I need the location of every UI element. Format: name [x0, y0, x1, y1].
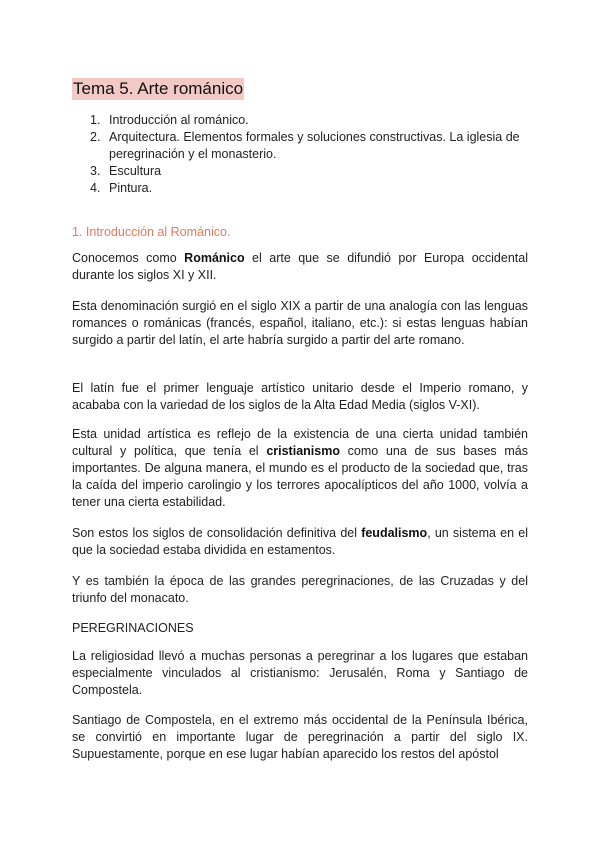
toc-number: 4.: [90, 181, 101, 195]
toc-text: Introducción al románico.: [109, 113, 249, 127]
paragraph: El latín fue el primer lenguaje artístico unitario desde el Imperio romano, y acababa con la variedad de los siglos de la Alta Edad Media (siglos V-XI).: [72, 381, 528, 412]
toc-text: Escultura: [109, 164, 162, 178]
toc-text: Pintura.: [109, 181, 153, 195]
table-of-contents: [90, 112, 530, 197]
subheading: PEREGRINACIONES: [72, 621, 194, 635]
paragraph: Santiago de Compostela, en el extremo más occidental de la Península Ibérica, se convirtió en importante lugar de peregrinación a partir del siglo IX. Supuestamente, porque en ese lugar habían aparecido los restos del apóstol: [72, 713, 528, 761]
paragraph: [72, 525, 528, 559]
toc-item: [90, 112, 530, 129]
paragraph-text: , un sistema en el que la sociedad estaba dividida en estamentos.: [72, 526, 528, 557]
paragraph-text: Son estos los siglos de consolidación definitiva del: [72, 526, 362, 540]
paragraph-text: el arte que se difundió por Europa occidental durante los siglos XI y XII.: [72, 251, 528, 282]
toc-item: [90, 163, 530, 180]
toc-number: 2.: [90, 130, 101, 144]
section-heading: 1. Introducción al Románico.: [72, 225, 231, 239]
paragraph: [72, 426, 528, 511]
paragraph-text: Conocemos como: [72, 251, 185, 265]
bold-term: Románico: [184, 251, 245, 265]
bold-term: cristianismo: [266, 444, 340, 458]
toc-item: [90, 180, 530, 197]
paragraph: Y es también la época de las grandes peregrinaciones, de las Cruzadas y del triunfo del monacato.: [72, 574, 528, 605]
toc-item: [90, 129, 530, 163]
paragraph: [72, 250, 528, 284]
paragraph-text: como una de sus bases más importantes. De alguna manera, el mundo es el producto de la sociedad que, tras la caída del imperio carolingio y los terrores apocalípticos del año 1000, volvía a tener una cierta estabilidad.: [72, 444, 528, 509]
toc-number: 3.: [90, 164, 101, 178]
paragraph: La religiosidad llevó a muchas personas a peregrinar a los lugares que estaban especialmente vinculados al cristianismo: Jerusalén, Roma y Santiago de Compostela.: [72, 649, 528, 697]
toc-text: Arquitectura. Elementos formales y soluciones constructivas. La iglesia de peregrinación y el monasterio.: [109, 130, 520, 161]
toc-number: 1.: [90, 113, 101, 127]
bold-term: feudalismo: [361, 526, 428, 540]
page-title: Tema 5. Arte románico: [73, 79, 244, 98]
paragraph-text: Esta unidad artística es reflejo de la existencia de una cierta unidad también cultural y política, que tenía el: [72, 427, 528, 458]
paragraph: Esta denominación surgió en el siglo XIX a partir de una analogía con las lenguas romances o románicas (francés, español, italiano, etc.): si estas lenguas habían surgido a partir del latín, el arte habría surgido a partir del arte romano.: [72, 299, 528, 347]
